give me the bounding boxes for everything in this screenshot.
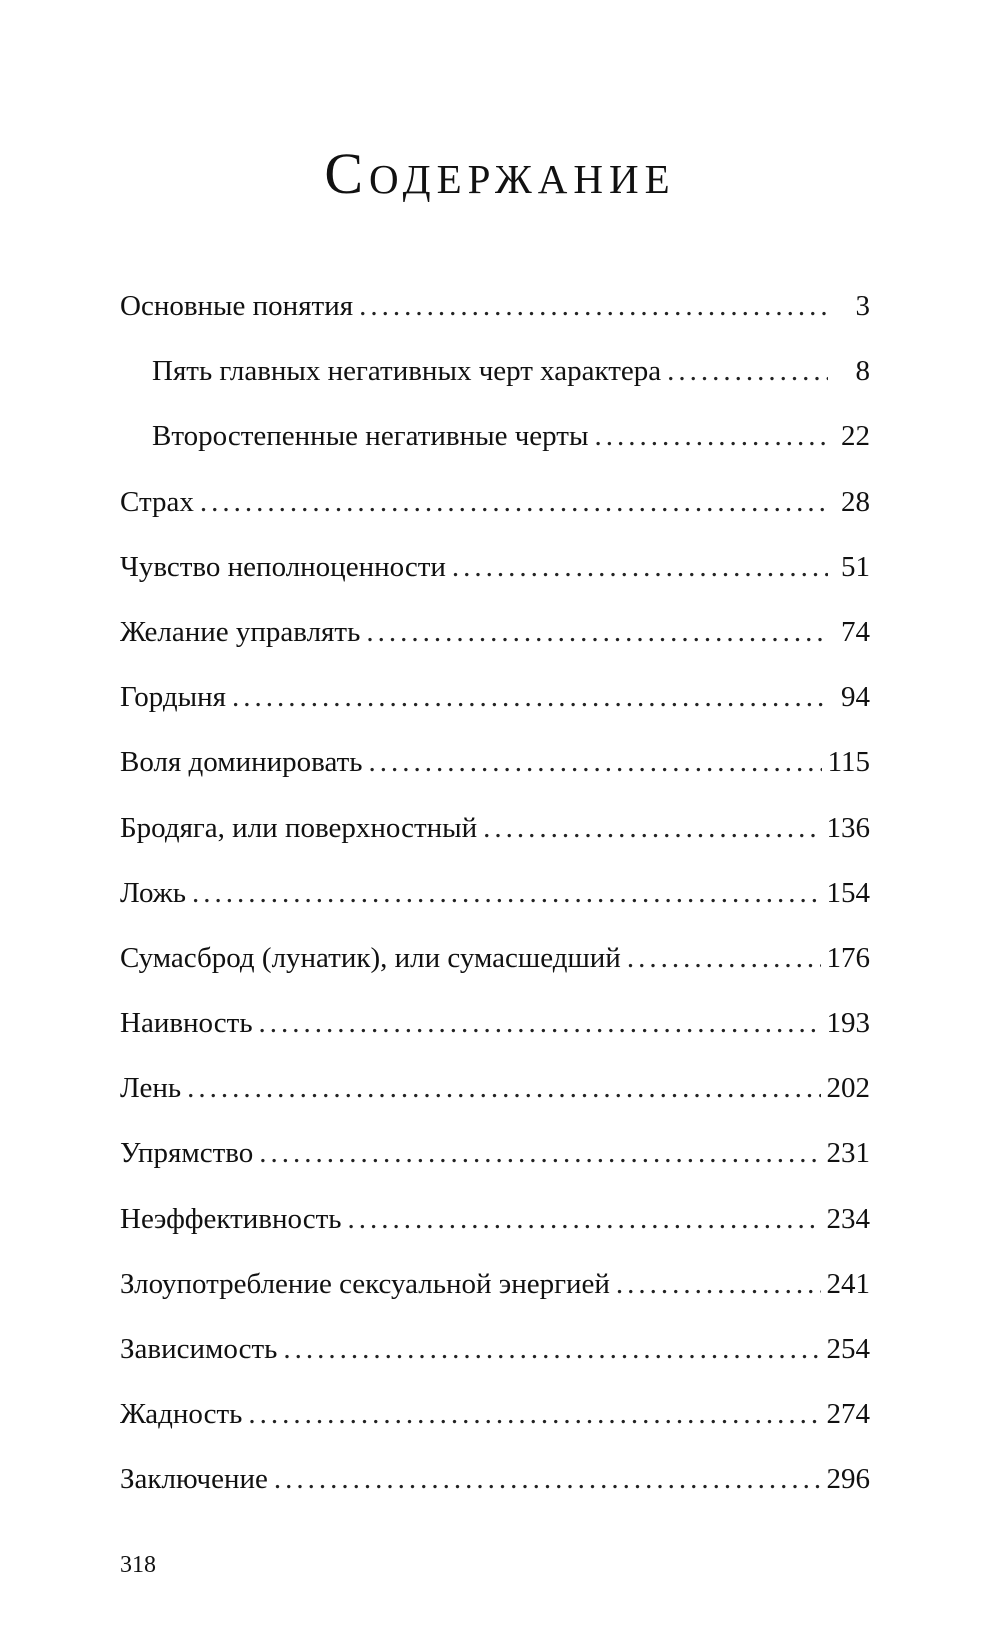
toc-entry-label: Наивность	[120, 1007, 253, 1040]
page-title: Содержание	[324, 141, 676, 206]
toc-entry-page: 115	[827, 746, 870, 779]
toc-entry-page: 3	[855, 290, 870, 322]
toc-entry-label: Страх	[120, 485, 194, 518]
dot-leader	[667, 355, 828, 388]
toc-entry	[120, 486, 870, 551]
toc-entry-page: 296	[826, 1463, 870, 1496]
toc-entry-label: Желание управлять	[120, 615, 361, 648]
dot-leader	[616, 1268, 821, 1301]
toc-entry	[120, 746, 870, 811]
toc-entry-label: Гордыня	[120, 681, 226, 714]
toc-entry	[120, 355, 870, 420]
toc-entry-label: Упрямство	[120, 1137, 254, 1170]
dot-leader	[483, 812, 820, 845]
toc-entry-page: 94	[841, 681, 870, 714]
toc-entry-page: 176	[826, 941, 870, 974]
toc-entry	[120, 812, 870, 877]
toc-entry-page: 254	[826, 1333, 870, 1365]
toc-entry	[120, 616, 870, 681]
page-number: 318	[120, 1552, 156, 1578]
toc-entry-page: 51	[841, 550, 870, 583]
toc-entry-label: Заключение	[120, 1463, 268, 1496]
toc-entry-label: Воля доминировать	[120, 746, 363, 779]
dot-leader	[248, 1398, 820, 1431]
toc-entry-page: 22	[841, 420, 870, 453]
toc-entry-page: 231	[826, 1137, 870, 1170]
table-of-contents	[120, 290, 870, 1529]
dot-leader	[359, 290, 828, 323]
toc-entry	[120, 942, 870, 1007]
toc-entry-page: 202	[826, 1072, 870, 1105]
toc-entry-label: Неэффективность	[120, 1202, 342, 1235]
dot-leader	[200, 486, 828, 519]
toc-entry	[120, 1072, 870, 1137]
toc-entry	[120, 551, 870, 616]
toc-entry-page: 136	[826, 811, 870, 844]
toc-entry	[120, 420, 870, 485]
toc-entry-label: Лень	[120, 1072, 182, 1105]
toc-entry-label: Бродяга, или поверхностный	[120, 811, 478, 844]
dot-leader	[259, 1007, 821, 1040]
toc-entry-label: Злоупотребление сексуальной энергией	[120, 1267, 610, 1300]
dot-leader	[283, 1333, 820, 1366]
toc-entry-page: 193	[826, 1007, 870, 1040]
toc-entry-page: 8	[855, 355, 870, 388]
dot-leader	[347, 1203, 820, 1236]
dot-leader	[232, 681, 828, 714]
toc-entry-label: Жадность	[120, 1398, 243, 1431]
dot-leader	[259, 1137, 820, 1170]
toc-entry-label: Второстепенные негативные черты	[152, 420, 589, 453]
toc-entry-page: 74	[841, 615, 870, 648]
dot-leader	[452, 551, 828, 584]
toc-entry	[120, 1333, 870, 1398]
toc-entry-label: Чувство неполноценности	[120, 550, 446, 583]
dot-leader	[274, 1463, 821, 1496]
dot-leader	[187, 1072, 820, 1105]
dot-leader	[366, 616, 828, 649]
dot-leader	[594, 420, 828, 453]
toc-entry	[120, 681, 870, 746]
toc-entry-page: 28	[841, 485, 870, 518]
toc-entry	[120, 1137, 870, 1202]
toc-entry-label: Зависимость	[120, 1333, 278, 1365]
toc-entry-label: Ложь	[120, 876, 186, 909]
dot-leader	[627, 942, 821, 975]
toc-entry-label: Пять главных негативных черт характера	[152, 355, 662, 388]
toc-entry-page: 274	[826, 1398, 870, 1431]
toc-entry	[120, 1268, 870, 1333]
toc-entry	[120, 1203, 870, 1268]
toc-entry	[120, 1007, 870, 1072]
toc-entry-label: Основные понятия	[120, 290, 354, 322]
dot-leader	[192, 877, 821, 910]
toc-entry	[120, 1398, 870, 1463]
toc-entry-page: 241	[826, 1267, 870, 1300]
toc-entry	[120, 877, 870, 942]
dot-leader	[368, 746, 821, 779]
toc-entry-label: Сумасброд (лунатик), или сумасшедший	[120, 941, 621, 974]
toc-entry	[120, 1463, 870, 1528]
toc-entry-page: 154	[826, 876, 870, 909]
toc-entry	[120, 290, 870, 355]
toc-entry-page: 234	[826, 1202, 870, 1235]
